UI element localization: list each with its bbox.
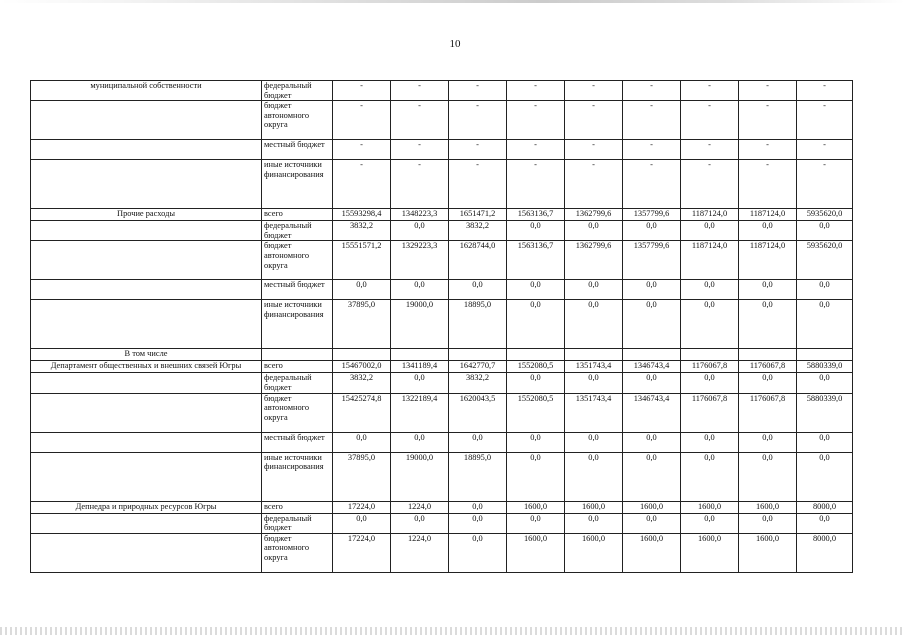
value-cell bbox=[507, 349, 565, 361]
value-cell: - bbox=[449, 101, 507, 140]
value-cell: - bbox=[449, 81, 507, 101]
funding-source-cell: бюджет автономного округа bbox=[262, 393, 333, 432]
value-cell: 0,0 bbox=[797, 513, 853, 533]
table-row bbox=[31, 432, 853, 452]
table-row bbox=[31, 81, 853, 101]
value-cell: 18895,0 bbox=[449, 300, 507, 349]
value-cell: 1187124,0 bbox=[739, 209, 797, 221]
value-cell: 1176067,8 bbox=[739, 393, 797, 432]
funding-source-cell: всего bbox=[262, 501, 333, 513]
value-cell: 1351743,4 bbox=[565, 361, 623, 373]
value-cell: 1348223,3 bbox=[391, 209, 449, 221]
row-title-cell: Прочие расходы bbox=[31, 209, 262, 221]
value-cell: 1628744,0 bbox=[449, 241, 507, 280]
value-cell bbox=[391, 349, 449, 361]
value-cell: 0,0 bbox=[565, 221, 623, 241]
funding-source-cell: иные источники финансирования bbox=[262, 160, 333, 209]
row-title-cell bbox=[31, 101, 262, 140]
value-cell: - bbox=[333, 140, 391, 160]
value-cell: 0,0 bbox=[391, 280, 449, 300]
value-cell: 0,0 bbox=[681, 513, 739, 533]
value-cell: 1600,0 bbox=[507, 533, 565, 572]
funding-source-cell: федеральный бюджет bbox=[262, 221, 333, 241]
funding-source-cell: местный бюджет bbox=[262, 280, 333, 300]
value-cell: 0,0 bbox=[739, 373, 797, 393]
row-title-cell bbox=[31, 140, 262, 160]
value-cell: 0,0 bbox=[681, 452, 739, 501]
value-cell: 1176067,8 bbox=[681, 361, 739, 373]
value-cell: - bbox=[623, 81, 681, 101]
value-cell bbox=[623, 349, 681, 361]
value-cell: - bbox=[391, 101, 449, 140]
value-cell: 0,0 bbox=[797, 300, 853, 349]
table-row bbox=[31, 361, 853, 373]
value-cell: 1651471,2 bbox=[449, 209, 507, 221]
value-cell: 0,0 bbox=[623, 280, 681, 300]
funding-source-cell: местный бюджет bbox=[262, 432, 333, 452]
value-cell: 5880339,0 bbox=[797, 393, 853, 432]
value-cell: 1600,0 bbox=[507, 501, 565, 513]
value-cell: 0,0 bbox=[391, 221, 449, 241]
value-cell: 1346743,4 bbox=[623, 361, 681, 373]
value-cell: - bbox=[797, 140, 853, 160]
value-cell: 0,0 bbox=[507, 300, 565, 349]
value-cell: - bbox=[565, 140, 623, 160]
table-row bbox=[31, 373, 853, 393]
row-title-cell bbox=[31, 280, 262, 300]
value-cell: - bbox=[391, 140, 449, 160]
table-row bbox=[31, 101, 853, 140]
value-cell: - bbox=[739, 101, 797, 140]
value-cell bbox=[565, 349, 623, 361]
value-cell: 0,0 bbox=[739, 300, 797, 349]
value-cell: - bbox=[565, 81, 623, 101]
value-cell: 1329223,3 bbox=[391, 241, 449, 280]
value-cell bbox=[449, 349, 507, 361]
value-cell: 1346743,4 bbox=[623, 393, 681, 432]
value-cell: - bbox=[681, 81, 739, 101]
funding-source-cell: бюджет автономного округа bbox=[262, 241, 333, 280]
value-cell: 0,0 bbox=[449, 501, 507, 513]
value-cell: 0,0 bbox=[797, 432, 853, 452]
row-title-cell: В том числе bbox=[31, 349, 262, 361]
table-row bbox=[31, 501, 853, 513]
row-title-cell bbox=[31, 432, 262, 452]
value-cell: 1187124,0 bbox=[681, 209, 739, 221]
value-cell bbox=[739, 349, 797, 361]
funding-source-cell: федеральный бюджет bbox=[262, 373, 333, 393]
value-cell: 0,0 bbox=[333, 432, 391, 452]
value-cell bbox=[797, 349, 853, 361]
value-cell: 0,0 bbox=[507, 221, 565, 241]
table-row bbox=[31, 393, 853, 432]
value-cell: 0,0 bbox=[681, 300, 739, 349]
value-cell: 19000,0 bbox=[391, 452, 449, 501]
value-cell: 1224,0 bbox=[391, 501, 449, 513]
row-title-cell bbox=[31, 221, 262, 241]
table-row bbox=[31, 160, 853, 209]
value-cell: 1362799,6 bbox=[565, 241, 623, 280]
value-cell: 1357799,6 bbox=[623, 241, 681, 280]
value-cell: 0,0 bbox=[449, 533, 507, 572]
value-cell: 8000,0 bbox=[797, 533, 853, 572]
value-cell: 8000,0 bbox=[797, 501, 853, 513]
value-cell: 0,0 bbox=[623, 300, 681, 349]
value-cell: 5935620,0 bbox=[797, 209, 853, 221]
value-cell: 19000,0 bbox=[391, 300, 449, 349]
value-cell: 1341189,4 bbox=[391, 361, 449, 373]
value-cell: 0,0 bbox=[565, 373, 623, 393]
value-cell bbox=[333, 349, 391, 361]
value-cell bbox=[681, 349, 739, 361]
value-cell: - bbox=[565, 160, 623, 209]
value-cell: - bbox=[449, 160, 507, 209]
row-title-cell: Департамент общественных и внешних связей Югры bbox=[31, 361, 262, 373]
value-cell: - bbox=[507, 160, 565, 209]
value-cell: 0,0 bbox=[739, 221, 797, 241]
value-cell: 0,0 bbox=[739, 452, 797, 501]
value-cell: - bbox=[391, 160, 449, 209]
funding-source-cell bbox=[262, 349, 333, 361]
value-cell: 0,0 bbox=[507, 513, 565, 533]
funding-source-cell: всего bbox=[262, 361, 333, 373]
value-cell: 0,0 bbox=[797, 452, 853, 501]
value-cell: 0,0 bbox=[391, 513, 449, 533]
value-cell: 1600,0 bbox=[681, 533, 739, 572]
value-cell: 1552080,5 bbox=[507, 361, 565, 373]
value-cell: 1600,0 bbox=[739, 533, 797, 572]
value-cell: - bbox=[333, 160, 391, 209]
value-cell: 3832,2 bbox=[333, 373, 391, 393]
value-cell: - bbox=[333, 101, 391, 140]
value-cell: 5880339,0 bbox=[797, 361, 853, 373]
value-cell: 1563136,7 bbox=[507, 241, 565, 280]
value-cell: - bbox=[623, 140, 681, 160]
value-cell: 17224,0 bbox=[333, 501, 391, 513]
row-title-cell bbox=[31, 373, 262, 393]
table-row bbox=[31, 140, 853, 160]
value-cell: 3832,2 bbox=[449, 373, 507, 393]
value-cell: 0,0 bbox=[507, 280, 565, 300]
value-cell: 1642770,7 bbox=[449, 361, 507, 373]
value-cell: 1563136,7 bbox=[507, 209, 565, 221]
value-cell: 5935620,0 bbox=[797, 241, 853, 280]
value-cell: - bbox=[739, 160, 797, 209]
table-row bbox=[31, 300, 853, 349]
value-cell: 0,0 bbox=[681, 221, 739, 241]
value-cell: - bbox=[449, 140, 507, 160]
value-cell: 0,0 bbox=[739, 432, 797, 452]
table-row bbox=[31, 452, 853, 501]
row-title-cell bbox=[31, 300, 262, 349]
value-cell: 1357799,6 bbox=[623, 209, 681, 221]
table-row bbox=[31, 209, 853, 221]
row-title-cell bbox=[31, 160, 262, 209]
funding-source-cell: бюджет автономного округа bbox=[262, 101, 333, 140]
value-cell: 17224,0 bbox=[333, 533, 391, 572]
value-cell: 1351743,4 bbox=[565, 393, 623, 432]
value-cell: 0,0 bbox=[507, 373, 565, 393]
value-cell: 1552080,5 bbox=[507, 393, 565, 432]
value-cell: 1187124,0 bbox=[739, 241, 797, 280]
value-cell: 0,0 bbox=[797, 280, 853, 300]
value-cell: 1187124,0 bbox=[681, 241, 739, 280]
value-cell: 0,0 bbox=[797, 221, 853, 241]
table-row bbox=[31, 349, 853, 361]
table-row bbox=[31, 221, 853, 241]
value-cell: - bbox=[681, 140, 739, 160]
value-cell: - bbox=[739, 140, 797, 160]
value-cell: - bbox=[507, 101, 565, 140]
value-cell: - bbox=[565, 101, 623, 140]
value-cell: - bbox=[797, 101, 853, 140]
value-cell: 1620043,5 bbox=[449, 393, 507, 432]
value-cell: 0,0 bbox=[565, 513, 623, 533]
value-cell: - bbox=[507, 140, 565, 160]
value-cell: 0,0 bbox=[565, 280, 623, 300]
value-cell: 1600,0 bbox=[681, 501, 739, 513]
funding-source-cell: федеральный бюджет bbox=[262, 81, 333, 101]
value-cell: 0,0 bbox=[333, 280, 391, 300]
row-title-cell bbox=[31, 533, 262, 572]
value-cell: - bbox=[623, 101, 681, 140]
value-cell: 0,0 bbox=[623, 513, 681, 533]
value-cell: - bbox=[681, 101, 739, 140]
value-cell: 1600,0 bbox=[623, 533, 681, 572]
value-cell: 0,0 bbox=[507, 432, 565, 452]
row-title-cell: муниципальной собственности bbox=[31, 81, 262, 101]
value-cell: 1600,0 bbox=[623, 501, 681, 513]
value-cell: 1600,0 bbox=[565, 501, 623, 513]
value-cell: - bbox=[739, 81, 797, 101]
value-cell: 0,0 bbox=[623, 432, 681, 452]
value-cell: 0,0 bbox=[623, 373, 681, 393]
value-cell: 0,0 bbox=[565, 300, 623, 349]
value-cell: 1600,0 bbox=[565, 533, 623, 572]
value-cell: - bbox=[797, 160, 853, 209]
value-cell: - bbox=[681, 160, 739, 209]
value-cell: 1176067,8 bbox=[739, 361, 797, 373]
value-cell: 0,0 bbox=[681, 373, 739, 393]
value-cell: 0,0 bbox=[449, 432, 507, 452]
funding-source-cell: иные источники финансирования bbox=[262, 452, 333, 501]
value-cell: 1362799,6 bbox=[565, 209, 623, 221]
value-cell: 15593298,4 bbox=[333, 209, 391, 221]
table-row bbox=[31, 513, 853, 533]
value-cell: 0,0 bbox=[565, 432, 623, 452]
scan-edge-bottom bbox=[0, 627, 905, 635]
table-row bbox=[31, 280, 853, 300]
funding-source-cell: местный бюджет bbox=[262, 140, 333, 160]
value-cell: 0,0 bbox=[565, 452, 623, 501]
value-cell: 1600,0 bbox=[739, 501, 797, 513]
value-cell: 0,0 bbox=[449, 280, 507, 300]
funding-source-cell: федеральный бюджет bbox=[262, 513, 333, 533]
value-cell: 0,0 bbox=[623, 452, 681, 501]
value-cell: 15467002,0 bbox=[333, 361, 391, 373]
value-cell: - bbox=[797, 81, 853, 101]
funding-source-cell: иные источники финансирования bbox=[262, 300, 333, 349]
scan-edge-top bbox=[0, 0, 905, 3]
table-row bbox=[31, 241, 853, 280]
budget-table bbox=[30, 80, 853, 573]
value-cell: - bbox=[391, 81, 449, 101]
value-cell: 1176067,8 bbox=[681, 393, 739, 432]
value-cell: 0,0 bbox=[391, 432, 449, 452]
row-title-cell bbox=[31, 393, 262, 432]
value-cell: 3832,2 bbox=[333, 221, 391, 241]
value-cell: - bbox=[333, 81, 391, 101]
value-cell: 37895,0 bbox=[333, 452, 391, 501]
budget-table-body bbox=[31, 81, 853, 573]
row-title-cell bbox=[31, 452, 262, 501]
value-cell: 0,0 bbox=[797, 373, 853, 393]
value-cell: - bbox=[623, 160, 681, 209]
funding-source-cell: бюджет автономного округа bbox=[262, 533, 333, 572]
value-cell: 1322189,4 bbox=[391, 393, 449, 432]
row-title-cell bbox=[31, 241, 262, 280]
row-title-cell bbox=[31, 513, 262, 533]
value-cell: 0,0 bbox=[333, 513, 391, 533]
value-cell: 37895,0 bbox=[333, 300, 391, 349]
value-cell: 1224,0 bbox=[391, 533, 449, 572]
row-title-cell: Депнедра и природных ресурсов Югры bbox=[31, 501, 262, 513]
table-row bbox=[31, 533, 853, 572]
value-cell: 3832,2 bbox=[449, 221, 507, 241]
value-cell: 0,0 bbox=[681, 280, 739, 300]
value-cell: 15551571,2 bbox=[333, 241, 391, 280]
value-cell: - bbox=[507, 81, 565, 101]
value-cell: 18895,0 bbox=[449, 452, 507, 501]
value-cell: 15425274,8 bbox=[333, 393, 391, 432]
value-cell: 0,0 bbox=[739, 280, 797, 300]
value-cell: 0,0 bbox=[681, 432, 739, 452]
value-cell: 0,0 bbox=[507, 452, 565, 501]
value-cell: 0,0 bbox=[623, 221, 681, 241]
value-cell: 0,0 bbox=[739, 513, 797, 533]
page-number: 10 bbox=[449, 38, 461, 50]
funding-source-cell: всего bbox=[262, 209, 333, 221]
value-cell: 0,0 bbox=[449, 513, 507, 533]
value-cell: 0,0 bbox=[391, 373, 449, 393]
